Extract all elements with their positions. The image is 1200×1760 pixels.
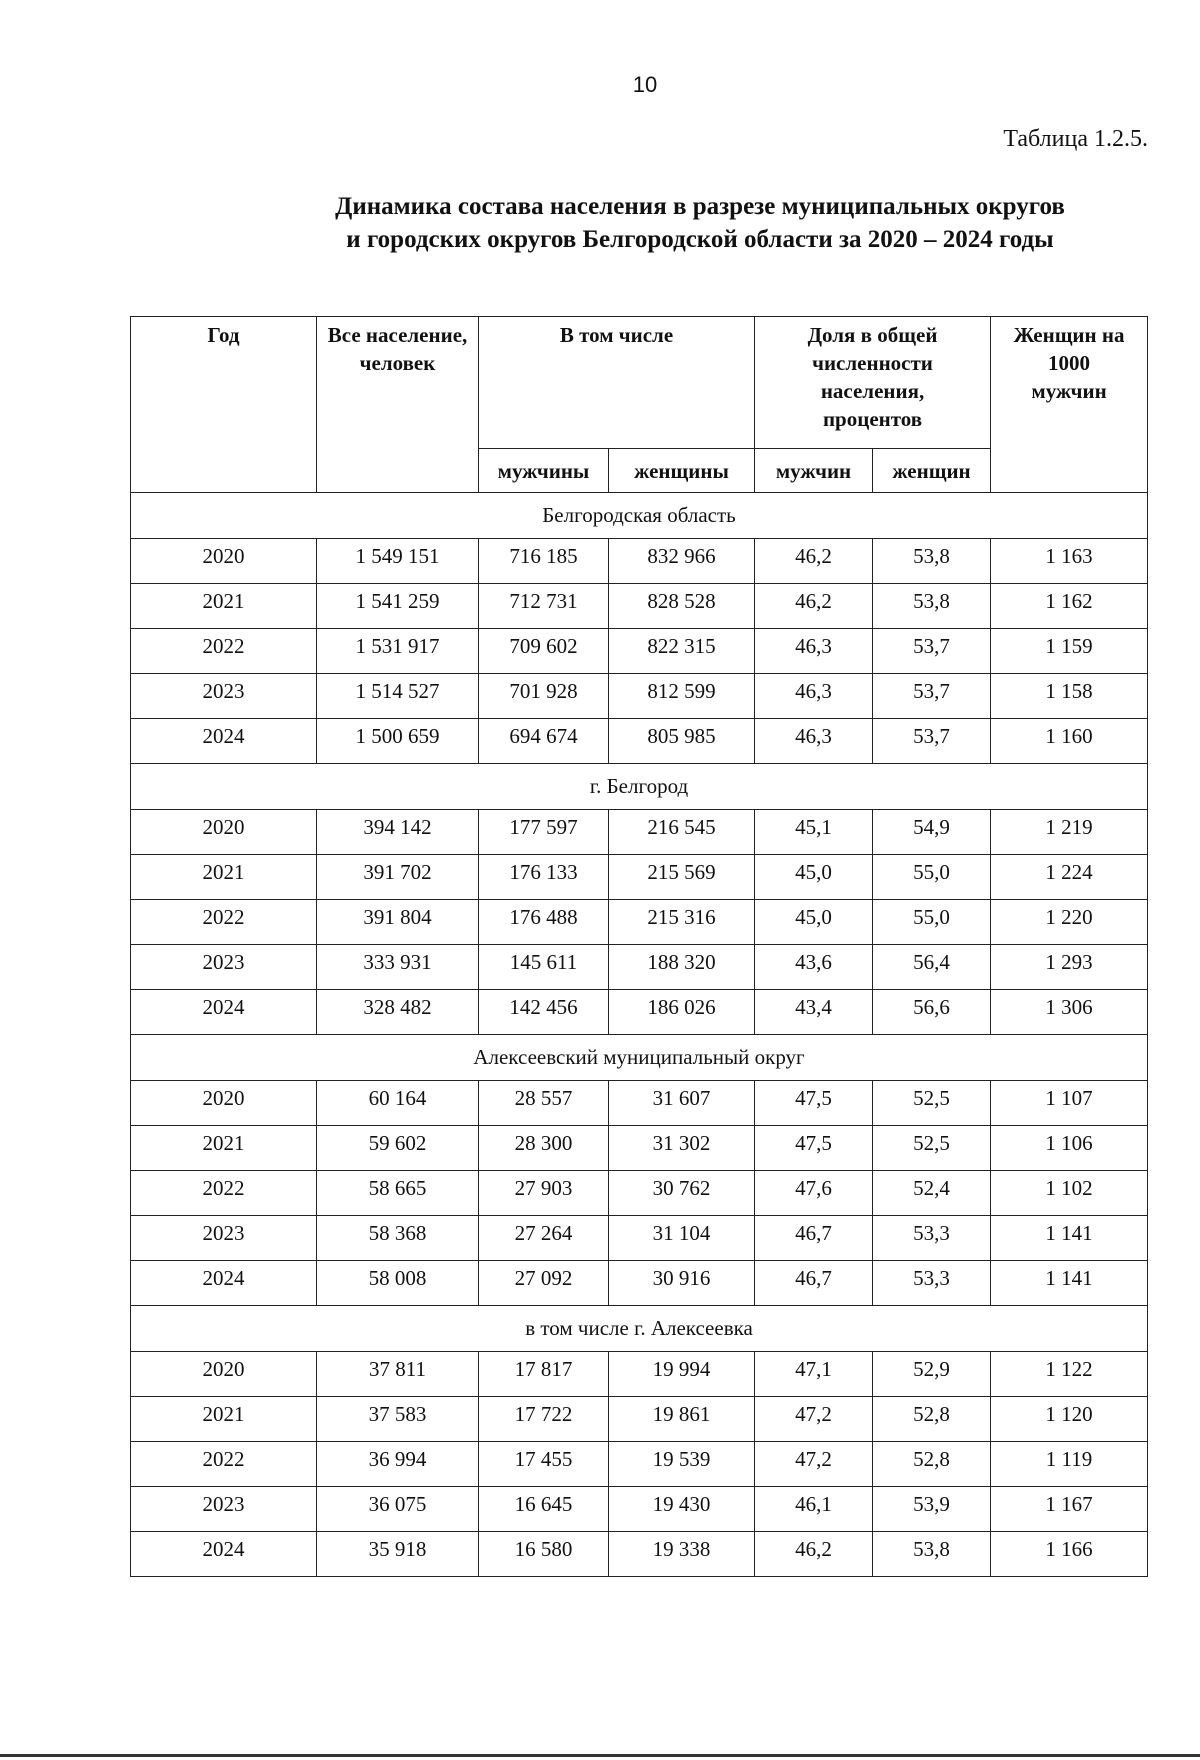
cell-men: 28 557 [479, 1081, 609, 1126]
cell-men-share: 46,2 [755, 1532, 873, 1577]
cell-women-share: 52,8 [873, 1397, 991, 1442]
cell-women-per-1000: 1 159 [991, 629, 1148, 674]
cell-total: 1 514 527 [317, 674, 479, 719]
cell-men: 28 300 [479, 1126, 609, 1171]
cell-men-share: 46,2 [755, 539, 873, 584]
cell-women-share: 53,7 [873, 674, 991, 719]
table-row [131, 855, 1148, 900]
cell-total: 1 541 259 [317, 584, 479, 629]
cell-women-per-1000: 1 166 [991, 1532, 1148, 1577]
cell-men: 709 602 [479, 629, 609, 674]
header-women: женщины [609, 449, 755, 493]
table-row [131, 539, 1148, 584]
cell-total: 58 008 [317, 1261, 479, 1306]
cell-men-share: 47,6 [755, 1171, 873, 1216]
table-row [131, 1126, 1148, 1171]
table-row [131, 900, 1148, 945]
cell-year: 2022 [131, 900, 317, 945]
cell-men: 712 731 [479, 584, 609, 629]
cell-women: 832 966 [609, 539, 755, 584]
header-men: мужчины [479, 449, 609, 493]
cell-men-share: 45,0 [755, 900, 873, 945]
cell-women-share: 53,7 [873, 629, 991, 674]
cell-year: 2020 [131, 1081, 317, 1126]
cell-year: 2023 [131, 945, 317, 990]
table-row [131, 1171, 1148, 1216]
cell-women: 31 302 [609, 1126, 755, 1171]
cell-total: 37 583 [317, 1397, 479, 1442]
cell-men-share: 46,3 [755, 719, 873, 764]
cell-year: 2020 [131, 1352, 317, 1397]
cell-men-share: 45,0 [755, 855, 873, 900]
cell-women: 19 539 [609, 1442, 755, 1487]
cell-women-share: 53,9 [873, 1487, 991, 1532]
page-title [0, 190, 1200, 256]
cell-year: 2024 [131, 990, 317, 1035]
cell-year: 2023 [131, 1487, 317, 1532]
cell-men-share: 43,4 [755, 990, 873, 1035]
cell-women: 19 430 [609, 1487, 755, 1532]
cell-total: 1 531 917 [317, 629, 479, 674]
cell-women-share: 52,5 [873, 1126, 991, 1171]
cell-women-share: 52,8 [873, 1442, 991, 1487]
table-row [131, 1532, 1148, 1577]
cell-women-share: 53,3 [873, 1261, 991, 1306]
cell-women: 19 861 [609, 1397, 755, 1442]
cell-women-share: 53,3 [873, 1216, 991, 1261]
header-share: Доля в общей численности населения, процентов [755, 317, 991, 449]
cell-men: 16 580 [479, 1532, 609, 1577]
cell-year: 2023 [131, 1216, 317, 1261]
cell-men-share: 43,6 [755, 945, 873, 990]
table-row [131, 674, 1148, 719]
cell-men: 177 597 [479, 810, 609, 855]
cell-total: 394 142 [317, 810, 479, 855]
cell-women-share: 52,4 [873, 1171, 991, 1216]
cell-men-share: 46,3 [755, 674, 873, 719]
cell-men: 27 264 [479, 1216, 609, 1261]
cell-women: 186 026 [609, 990, 755, 1035]
cell-men: 17 817 [479, 1352, 609, 1397]
cell-total: 58 665 [317, 1171, 479, 1216]
cell-year: 2022 [131, 1171, 317, 1216]
cell-year: 2021 [131, 584, 317, 629]
cell-women-per-1000: 1 107 [991, 1081, 1148, 1126]
cell-women-per-1000: 1 224 [991, 855, 1148, 900]
header-men-share: мужчин [755, 449, 873, 493]
page-number: 10 [632, 72, 658, 97]
table-row [131, 1352, 1148, 1397]
cell-year: 2022 [131, 629, 317, 674]
cell-women: 822 315 [609, 629, 755, 674]
section-header: в том числе г. Алексеевка [131, 1306, 1148, 1352]
cell-men-share: 47,1 [755, 1352, 873, 1397]
cell-total: 35 918 [317, 1532, 479, 1577]
cell-men: 17 455 [479, 1442, 609, 1487]
scan-edge-divider [0, 1754, 1200, 1757]
cell-women-share: 53,8 [873, 539, 991, 584]
cell-men-share: 47,2 [755, 1442, 873, 1487]
cell-men: 17 722 [479, 1397, 609, 1442]
cell-men-share: 45,1 [755, 810, 873, 855]
cell-women-share: 52,5 [873, 1081, 991, 1126]
cell-women-per-1000: 1 141 [991, 1216, 1148, 1261]
cell-women: 19 338 [609, 1532, 755, 1577]
cell-women-share: 53,8 [873, 1532, 991, 1577]
cell-men: 16 645 [479, 1487, 609, 1532]
cell-total: 333 931 [317, 945, 479, 990]
cell-year: 2024 [131, 719, 317, 764]
cell-women-per-1000: 1 220 [991, 900, 1148, 945]
header-including: В том числе [479, 317, 755, 449]
table-row [131, 1081, 1148, 1126]
table-row [131, 1397, 1148, 1442]
cell-women: 216 545 [609, 810, 755, 855]
cell-women-per-1000: 1 119 [991, 1442, 1148, 1487]
cell-year: 2021 [131, 1397, 317, 1442]
table-row [131, 719, 1148, 764]
cell-women-per-1000: 1 160 [991, 719, 1148, 764]
cell-women: 828 528 [609, 584, 755, 629]
cell-women-per-1000: 1 293 [991, 945, 1148, 990]
cell-women-share: 55,0 [873, 855, 991, 900]
table-row [131, 1487, 1148, 1532]
table-row [131, 1216, 1148, 1261]
population-table [130, 316, 1148, 1577]
cell-men: 701 928 [479, 674, 609, 719]
cell-men: 27 903 [479, 1171, 609, 1216]
cell-total: 37 811 [317, 1352, 479, 1397]
cell-year: 2024 [131, 1532, 317, 1577]
cell-men-share: 46,1 [755, 1487, 873, 1532]
cell-women-share: 56,4 [873, 945, 991, 990]
cell-women-per-1000: 1 106 [991, 1126, 1148, 1171]
section-header: Белгородская область [131, 493, 1148, 539]
cell-total: 391 804 [317, 900, 479, 945]
cell-women-per-1000: 1 102 [991, 1171, 1148, 1216]
cell-total: 36 994 [317, 1442, 479, 1487]
cell-women: 30 762 [609, 1171, 755, 1216]
cell-men: 176 488 [479, 900, 609, 945]
cell-year: 2020 [131, 539, 317, 584]
cell-women-per-1000: 1 158 [991, 674, 1148, 719]
title-line-2: и городских округов Белгородской области за 2020 – 2024 годы [346, 226, 1054, 253]
cell-women-per-1000: 1 163 [991, 539, 1148, 584]
cell-men: 694 674 [479, 719, 609, 764]
cell-year: 2021 [131, 1126, 317, 1171]
cell-women-share: 55,0 [873, 900, 991, 945]
cell-men: 27 092 [479, 1261, 609, 1306]
cell-women: 30 916 [609, 1261, 755, 1306]
cell-men: 145 611 [479, 945, 609, 990]
cell-women: 188 320 [609, 945, 755, 990]
cell-total: 36 075 [317, 1487, 479, 1532]
cell-women-per-1000: 1 122 [991, 1352, 1148, 1397]
header-women-share: женщин [873, 449, 991, 493]
cell-women-share: 54,9 [873, 810, 991, 855]
table-row [131, 629, 1148, 674]
table-row [131, 584, 1148, 629]
table-row [131, 990, 1148, 1035]
cell-women: 31 607 [609, 1081, 755, 1126]
cell-total: 60 164 [317, 1081, 479, 1126]
cell-men-share: 46,3 [755, 629, 873, 674]
cell-year: 2023 [131, 674, 317, 719]
header-women-per-1000: Женщин на 1000 мужчин [991, 317, 1148, 493]
cell-women: 19 994 [609, 1352, 755, 1397]
cell-total: 58 368 [317, 1216, 479, 1261]
cell-women-per-1000: 1 167 [991, 1487, 1148, 1532]
table-row [131, 1261, 1148, 1306]
section-header: Алексеевский муниципальный округ [131, 1035, 1148, 1081]
cell-men-share: 47,5 [755, 1081, 873, 1126]
cell-women-per-1000: 1 120 [991, 1397, 1148, 1442]
cell-women: 215 569 [609, 855, 755, 900]
cell-women-per-1000: 1 162 [991, 584, 1148, 629]
cell-year: 2024 [131, 1261, 317, 1306]
header-total: Все население, человек [317, 317, 479, 493]
section-header: г. Белгород [131, 764, 1148, 810]
cell-women: 31 104 [609, 1216, 755, 1261]
table-row [131, 1442, 1148, 1487]
cell-women-per-1000: 1 141 [991, 1261, 1148, 1306]
cell-men: 142 456 [479, 990, 609, 1035]
cell-year: 2022 [131, 1442, 317, 1487]
cell-men-share: 47,5 [755, 1126, 873, 1171]
cell-women-per-1000: 1 306 [991, 990, 1148, 1035]
title-line-1: Динамика состава населения в разрезе муниципальных округов [335, 193, 1065, 220]
cell-total: 59 602 [317, 1126, 479, 1171]
table-label: Таблица 1.2.5. [1003, 126, 1148, 152]
header-year: Год [131, 317, 317, 493]
cell-women: 812 599 [609, 674, 755, 719]
cell-women: 805 985 [609, 719, 755, 764]
cell-total: 391 702 [317, 855, 479, 900]
cell-women-share: 56,6 [873, 990, 991, 1035]
cell-men: 176 133 [479, 855, 609, 900]
cell-year: 2021 [131, 855, 317, 900]
cell-total: 1 549 151 [317, 539, 479, 584]
table-row [131, 945, 1148, 990]
cell-women-share: 53,8 [873, 584, 991, 629]
cell-men-share: 46,2 [755, 584, 873, 629]
cell-total: 1 500 659 [317, 719, 479, 764]
cell-women-share: 53,7 [873, 719, 991, 764]
cell-men-share: 46,7 [755, 1261, 873, 1306]
cell-women: 215 316 [609, 900, 755, 945]
cell-total: 328 482 [317, 990, 479, 1035]
cell-women-share: 52,9 [873, 1352, 991, 1397]
cell-year: 2020 [131, 810, 317, 855]
cell-men-share: 46,7 [755, 1216, 873, 1261]
cell-men: 716 185 [479, 539, 609, 584]
cell-men-share: 47,2 [755, 1397, 873, 1442]
table-row [131, 810, 1148, 855]
cell-women-per-1000: 1 219 [991, 810, 1148, 855]
